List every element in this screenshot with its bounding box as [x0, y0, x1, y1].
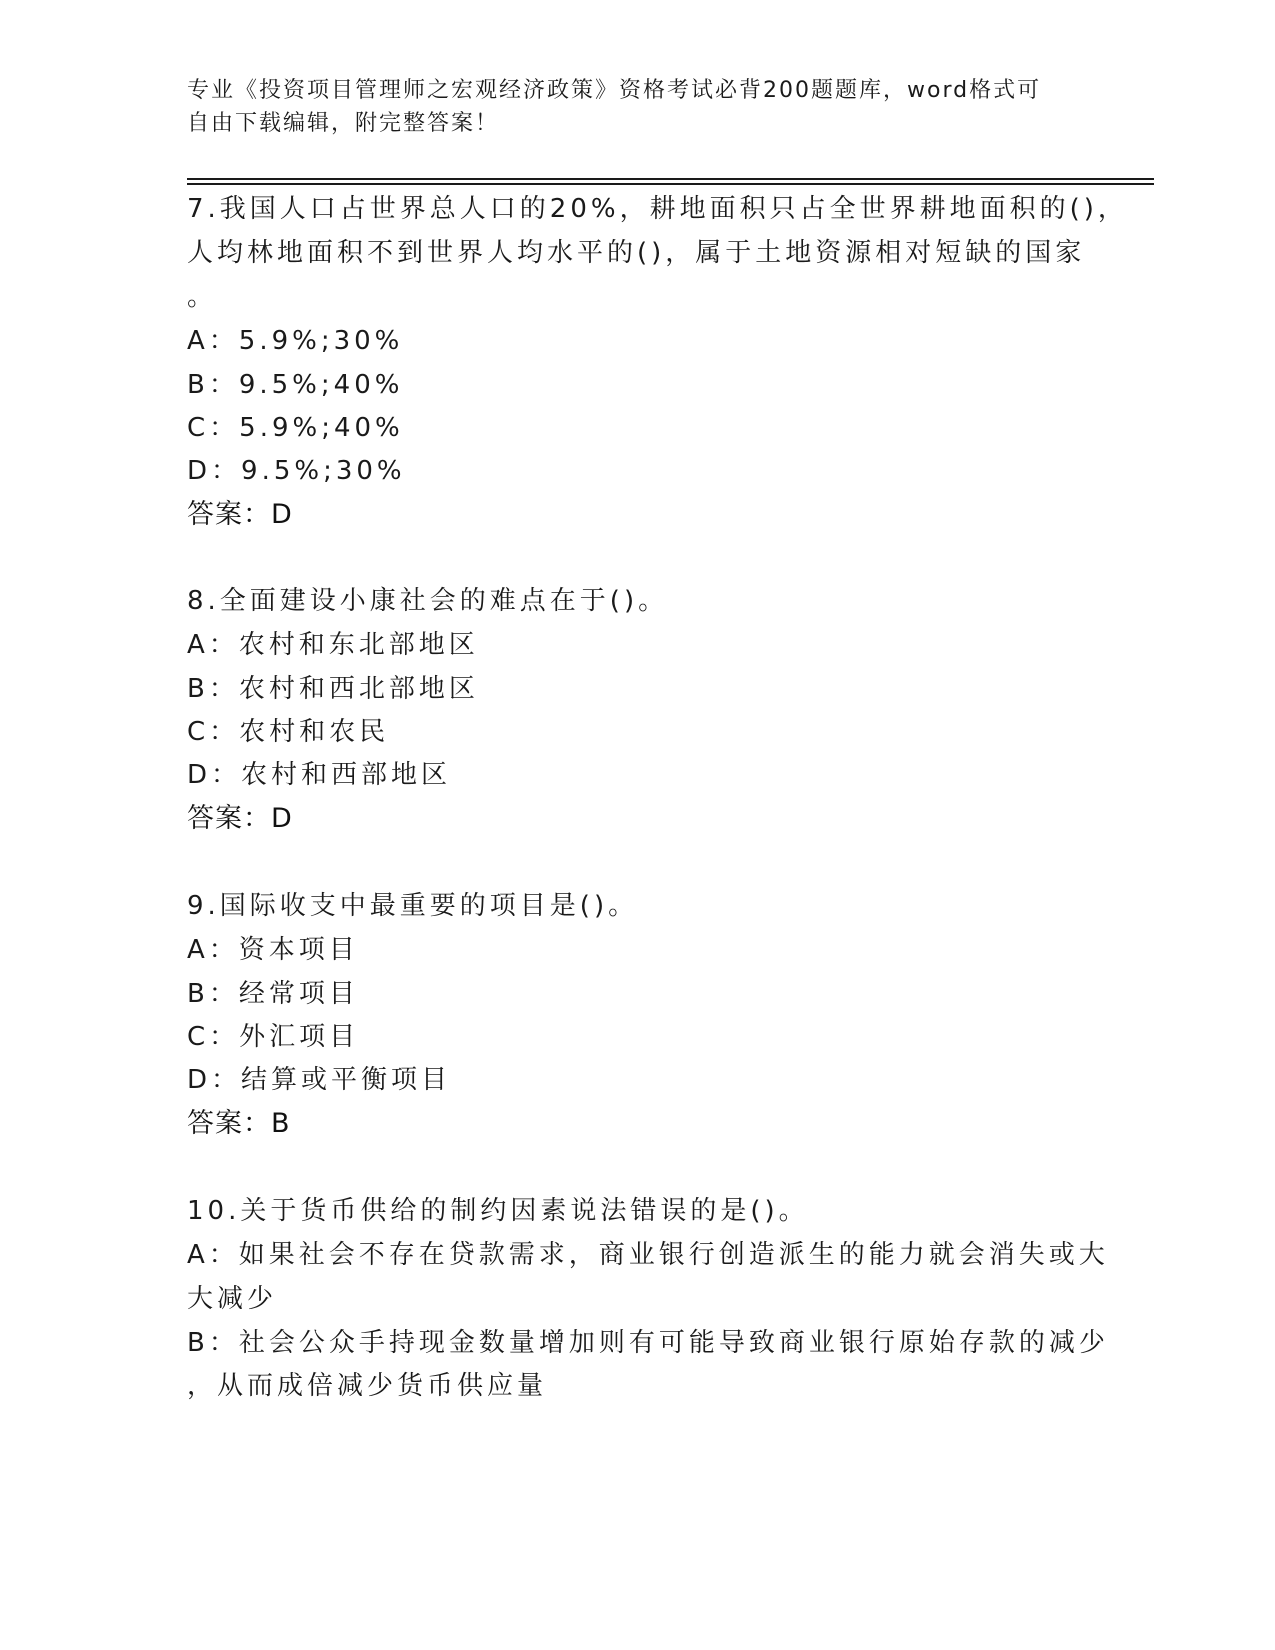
header-line-1: 专业《投资项目管理师之宏观经济政策》资格考试必背200题题库，word格式可: [187, 78, 1042, 103]
question-10-option-b-line-1: B：社会公众手持现金数量增加则有可能导致商业银行原始存款的减少: [187, 1328, 1109, 1358]
question-9-line-1: 9.国际收支中最重要的项目是()。: [187, 891, 639, 921]
question-10-option-a-line-1: A：如果社会不存在贷款需求，商业银行创造派生的能力就会消失或大: [187, 1240, 1109, 1270]
question-9-option-d: D：结算或平衡项目: [187, 1065, 452, 1095]
question-8-option-d: D：农村和西部地区: [187, 760, 452, 790]
question-10-option-a-line-2: 大减少: [187, 1284, 278, 1314]
header-line-2: 自由下载编辑，附完整答案！: [187, 111, 500, 136]
question-7-option-b: B：9.5%;40%: [187, 370, 404, 400]
question-7-line-1: 7.我国人口占世界总人口的20%，耕地面积只占全世界耕地面积的()，: [187, 194, 1128, 224]
question-8-option-b: B：农村和西北部地区: [187, 674, 479, 704]
question-10-option-b-line-2: ，从而成倍减少货币供应量: [187, 1371, 548, 1401]
question-9-option-a: A：资本项目: [187, 935, 359, 965]
question-10-line-1: 10.关于货币供给的制约因素说法错误的是()。: [187, 1196, 809, 1226]
question-9-option-b: B：经常项目: [187, 979, 359, 1009]
question-7-option-c: C：5.9%;40%: [187, 413, 404, 443]
header-divider-bottom: [187, 183, 1154, 185]
question-7-option-a: A：5.9%;30%: [187, 326, 404, 356]
document-header: [187, 74, 1067, 140]
question-9-option-c: C：外汇项目: [187, 1022, 360, 1052]
question-8-answer: 答案：D: [187, 803, 293, 834]
header-divider-top: [187, 178, 1154, 180]
question-7-line-3: 。: [187, 282, 218, 312]
question-8-option-a: A：农村和东北部地区: [187, 630, 479, 660]
question-7-answer: 答案：D: [187, 499, 293, 530]
question-7-option-d: D：9.5%;30%: [187, 456, 406, 486]
question-8-option-c: C：农村和农民: [187, 717, 390, 747]
question-8-line-1: 8.全面建设小康社会的难点在于()。: [187, 586, 669, 616]
question-7-line-2: 人均林地面积不到世界人均水平的()，属于土地资源相对短缺的国家: [187, 238, 1086, 268]
question-9-answer: 答案：B: [187, 1108, 291, 1139]
